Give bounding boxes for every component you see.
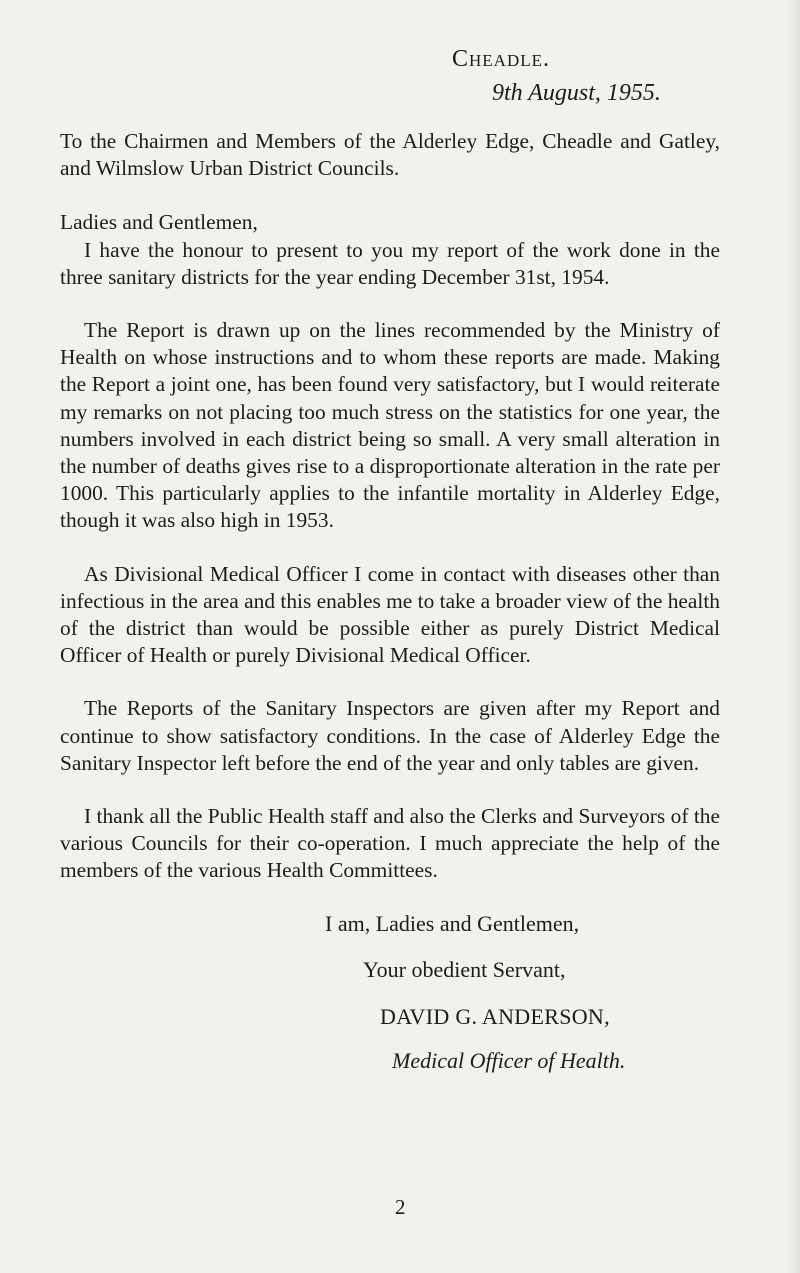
page-edge-shadow	[786, 0, 800, 1273]
page-number: 2	[395, 1195, 406, 1219]
paragraph-report-basis: The Report is drawn up on the lines recommended by the Ministry of Health on whose instructions and to whom these reports are made. Making the Report a joint one, has been found very satisfactory, but I would reiterate my remarks on not placing too much stress on the statistics for one year, the numbers involved in each district being so small. A very small alteration in the number of deaths gives rise to a disproportionate alteration in the rate per 1000. This particularly applies to the infantile mortality in Alderley Edge, though it was also high in 1953.	[60, 318, 720, 533]
letter-date: 9th August, 1955.	[492, 80, 661, 106]
paragraph-intro: I have the honour to present to you my report of the work done in the three sanitary districts for the year ending December 31st, 1954.	[60, 237, 720, 289]
addressee: To the Chairmen and Members of the Alderley Edge, Cheadle and Gatley, and Wilmslow Urban District Councils.	[60, 129, 720, 181]
signatory-title: Medical Officer of Health.	[392, 1048, 626, 1073]
closing-servant: Your obedient Servant,	[363, 957, 566, 982]
signatory-name: DAVID G. ANDERSON,	[380, 1004, 610, 1029]
place-heading: Cheadle.	[452, 46, 550, 72]
paragraph-sanitary-inspectors: The Reports of the Sanitary Inspectors are given after my Report and continue to show satisfactory conditions. In the case of Alderley Edge the Sanitary Inspector left before the end of the year and only tables are given.	[60, 696, 720, 775]
paragraph-thanks: I thank all the Public Health staff and also the Clerks and Surveyors of the various Councils for their co-operation. I much appreciate the help of the members of the various Health Committees.	[60, 804, 720, 883]
salutation: Ladies and Gentlemen,	[60, 210, 258, 235]
letter-body	[60, 128, 720, 885]
closing-line: I am, Ladies and Gentlemen,	[325, 911, 580, 936]
paragraph-divisional-officer: As Divisional Medical Officer I come in contact with diseases other than infectious in the area and this enables me to take a broader view of the health of the district than would be possible either as purely District Medical Officer of Health or purely Divisional Medical Officer.	[60, 561, 720, 668]
